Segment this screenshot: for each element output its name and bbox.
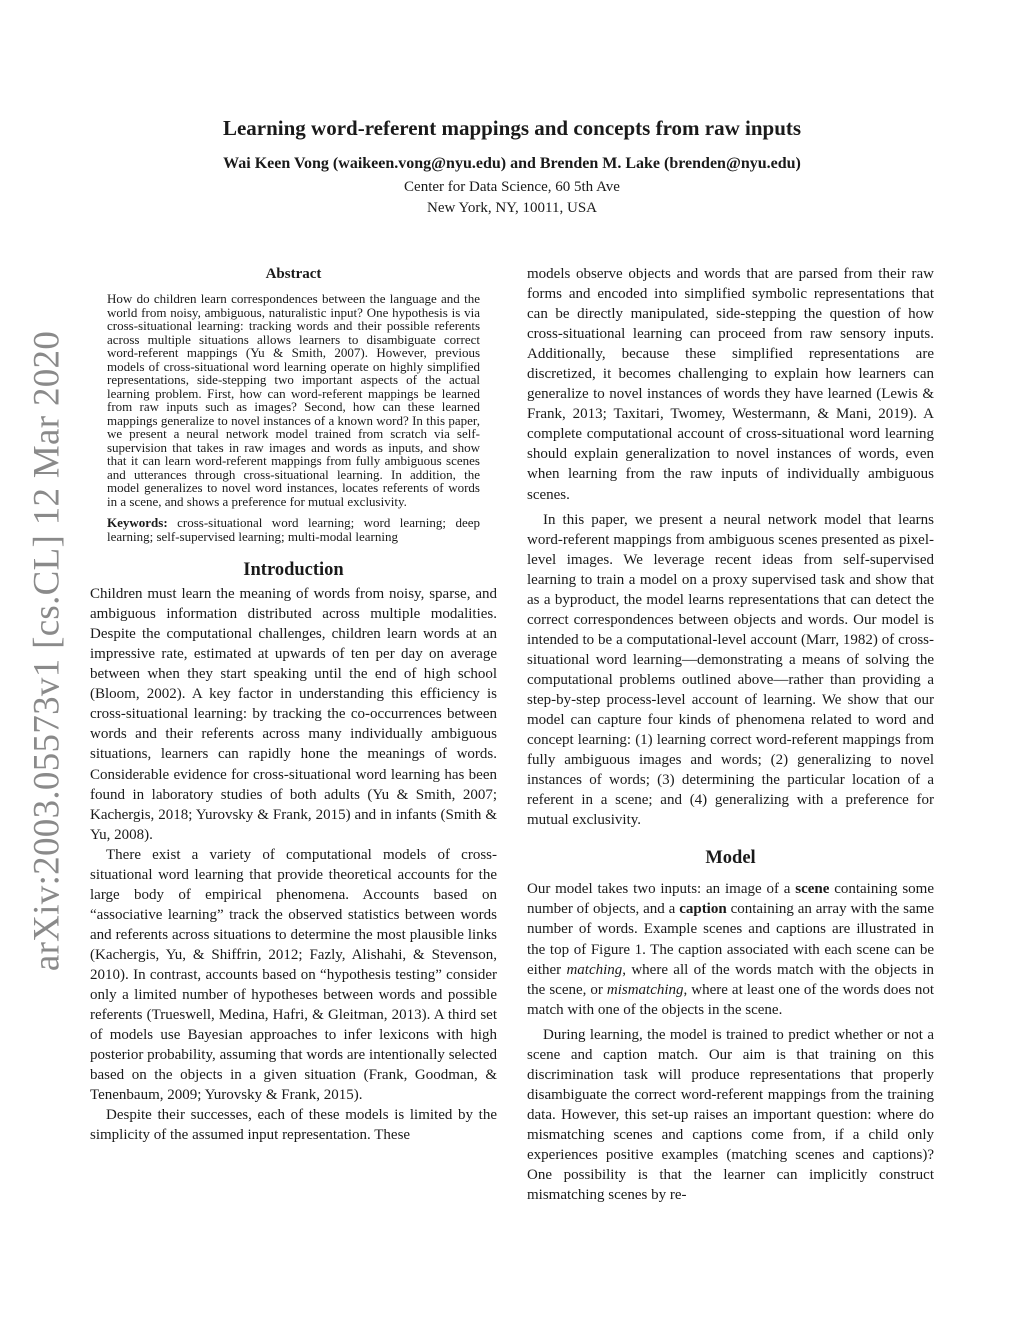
left-column <box>90 264 497 1145</box>
abstract-heading: Abstract <box>265 266 322 282</box>
right-paragraph-1: models observe objects and words that are parsed from their raw forms and encoded into simplified symbolic representations that can be directly manipulated, side-stepping the question of how cross-situational learning can proceed from raw sensory inputs. Additionally, because these simplified representations are discretized, it becomes challenging to explain how learners can generalize to novel instances of words they have learned (Lewis & Frank, 2013; Taxitari, Twomey, Westermann, & Mani, 2019). A complete computational account of cross-situational word learning should explain generalization to novel instances of words, even when learning from the raw inputs of individually ambiguous scenes. <box>527 266 934 503</box>
intro-paragraph-1: Children must learn the meaning of words from noisy, sparse, and ambiguous information distributed across multiple modalities. Despite the computational challenges, children learn words at an impressive rate, estimated at upwards of ten per day on average between when they start speaking until the end of high school (Bloom, 2002). A key factor in understanding this efficiency is cross-situational learning: by tracking the co-occurrences between words and their referents across many individually ambiguous situations, learners can rapidly hone the meanings of words. Considerable evidence for cross-situational word learning has been found in laboratory studies of both adults (Yu & Smith, 2007; Kachergis, 2018; Yurovsky & Frank, 2015) and in infants (Smith & Yu, 2008). <box>90 586 497 843</box>
model-heading: Model <box>705 848 756 869</box>
affiliation-line-2: New York, NY, 10011, USA <box>426 200 598 216</box>
keywords-label: Keywords: <box>107 515 168 531</box>
introduction-heading: Introduction <box>243 560 344 581</box>
paper-title: Learning word-referent mappings and concepts from raw inputs <box>222 116 802 140</box>
model-paragraph-2: During learning, the model is trained to predict whether or not a scene and caption match. Our aim is that training on this discrimination task will produce representations that properly disambiguate the correct word-referent mappings from the training data. However, this set-up raises an important question: where do mismatching scenes and captions come from, if a child only experiences positive examples (matching scenes and captions)? One possibility is that the learner can implicitly construct mismatching scenes by re- <box>527 1026 934 1204</box>
right-paragraph-2: In this paper, we present a neural network model that learns word-referent mappings from ambiguous scenes presented as pixel-level images. We leverage recent ideas from self-supervised learning to train a model on a proxy supervised task and show that as a byproduct, the model learns representations that can detect the correct correspondences between objects and words. Our model is intended to be a computational-level account (Marr, 1982) of cross-situational word learning—demonstrating a means of solving the computational problems outlined above—rather than providing a step-by-step process-level account of learning. We show that our model can capture four kinds of phenomena related to word and concept learning: (1) learning correct word-referent mappings from fully ambiguous images and words; (2) generalizing to novel instances of words; (3) determining the particular location of a referent in a scene; and (4) generalizing with a preference for mutual exclusivity. <box>527 511 934 829</box>
author-line: Wai Keen Vong (waikeen.vong@nyu.edu) and Brenden M. Lake (brenden@nyu.edu) <box>223 155 801 172</box>
right-column <box>527 264 934 1205</box>
intro-paragraph-2: There exist a variety of computational models of cross-situational word learning that provide theoretical accounts for the large body of empirical phenomena. Accounts based on “associative learning” track the observed statistics between words and referents across situations to determine the most plausible links (Kachergis, Yu, & Shiffrin, 2012; Fazly, Alishahi, & Stevenson, 2010). In contrast, accounts based on “hypothesis testing” consider only a limited number of hypotheses between words and possible referents (Trueswell, Medina, Hafri, & Gleitman, 2013). A third set of models use Bayesian approaches to infer lexicons with high posterior probability, assuming that words are intentionally selected based on the objects in a given situation (Frank, Goodman, & Tenenbaum, 2009; Yurovsky & Frank, 2015). <box>90 846 497 1104</box>
model-paragraph-1: Our model takes two inputs: an image of a scene containing some number of objects, and a caption containing an array with the same number of words. Example scenes and captions are illustrated in the top of Figure 1. The caption associated with each scene can be either matching, where all of the words match with the objects in the scene, or mismatching, where at least one of the words does not match with one of the objects in the scene. <box>527 881 935 1018</box>
keywords-list: cross-situational word learning; word learning; deep learning; self-supervised learning; multi-modal learning <box>107 515 481 545</box>
abstract-body: How do children learn correspondences between the language and the world from noisy, ambiguous, naturalistic input? One hypothesis is via cross-situational learning: tracking words and their possible referents across multiple situations allows learners to disambiguate correct word-referent mappings (Yu & Smith, 2007). However, previous models of cross-situational word learning operate on highly simplified representations, side-stepping two important aspects of the actual learning problem. First, how can word-referent mappings be learned from raw inputs such as images? Second, how can these learned mappings generalize to novel instances of a known word? In this paper, we present a neural network model trained from scratch via self-supervision that takes in raw images and words as inputs, and show that it can learn word-referent mappings from fully ambiguous scenes and utterances through cross-situational learning. In addition, the model generalizes to novel word instances, locates referents of words in a scene, and shows a preference for mutual exclusivity. <box>107 291 480 509</box>
affiliation-line-1: Center for Data Science, 60 5th Ave <box>404 179 620 195</box>
term-mismatching: mismatching <box>606 981 684 998</box>
intro-paragraph-3: Despite their successes, each of these models is limited by the simplicity of the assumed input representation. These <box>90 1107 497 1144</box>
term-scene: scene <box>795 881 830 898</box>
arxiv-identifier: arXiv:2003.05573v1 [cs.CL] 12 Mar 2020 <box>26 330 68 972</box>
keywords <box>107 516 480 544</box>
term-matching: matching <box>566 961 623 978</box>
term-caption: caption <box>679 901 727 918</box>
